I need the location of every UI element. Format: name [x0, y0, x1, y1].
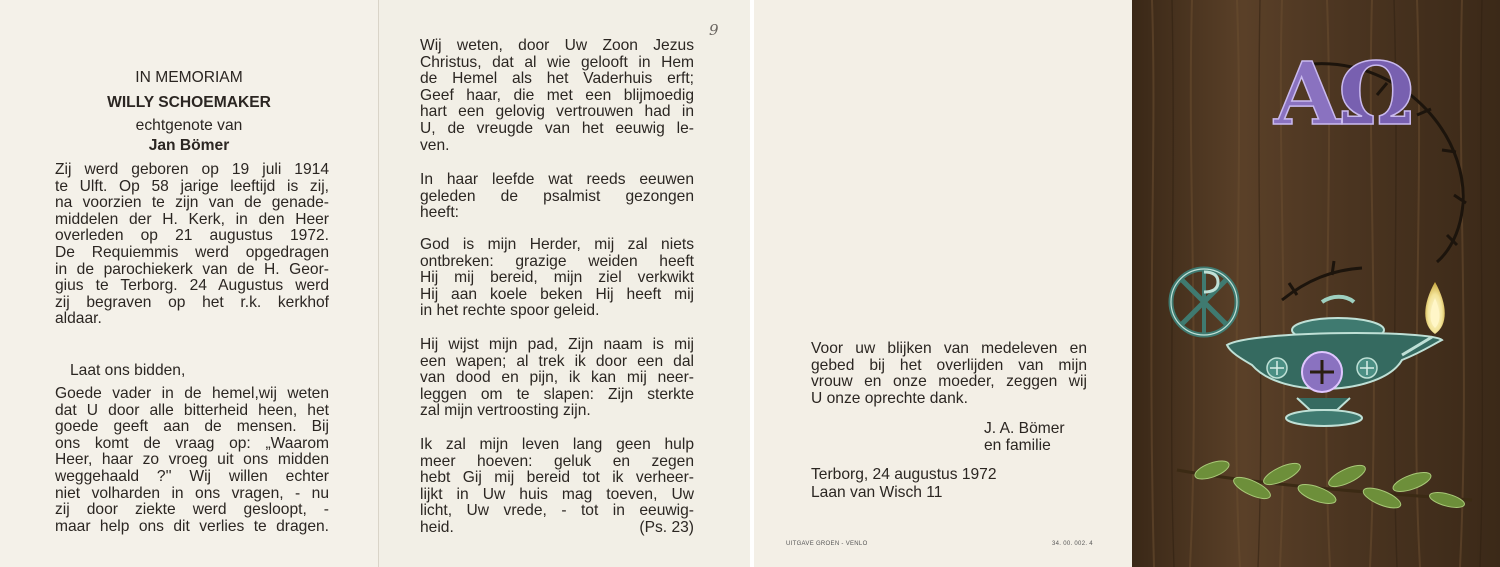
text-line: hebt Gij mij bereid tot ik verheer-	[420, 469, 694, 487]
text-line: heeft:	[420, 204, 460, 222]
bio-line: zij begraven op het r.k. kerkhof	[55, 293, 329, 311]
bio-line: De Requiemmis werd opgedragen	[55, 243, 329, 261]
thanks-line: gebed bij het overlijden van mijn	[811, 356, 1087, 374]
bio-line: overleden op 21 augustus 1972.	[55, 227, 329, 245]
thanks-line: Voor uw blijken van medeleven en	[811, 340, 1087, 357]
thanks-message	[811, 341, 1087, 407]
prayer-line: dat U door alle bitterheid heen, het	[55, 401, 329, 419]
omega-letter: Ω	[1338, 44, 1415, 145]
text-line: U, de vreugde van het eeuwig le-	[420, 119, 694, 137]
place-date: Terborg, 24 augustus 1972	[811, 466, 997, 483]
text-line: zal mijn vertroosting zijn.	[420, 402, 591, 420]
prayer-line: ons komt de vraag op: „Waarom	[55, 434, 329, 452]
psalm-reference: (Ps. 23)	[639, 518, 694, 536]
deceased-name: WILLY SCHOEMAKER	[107, 94, 271, 111]
text-line: Ik zal mijn leven lang geen hulp	[420, 436, 694, 453]
bio-line: in de parochiekerk van de H. Geor-	[55, 260, 329, 278]
paragraph-1	[420, 38, 694, 154]
text-line: leggen om te slapen: Zijn sterkte	[420, 385, 694, 403]
prayer-intro: Laat ons bidden,	[70, 362, 186, 379]
text-line: God is mijn Herder, mij zal niets	[420, 236, 694, 253]
prayer-line: Heer, haar zo vroeg uit ons midden	[55, 451, 329, 469]
bio-line: middelen der H. Kerk, in den Heer	[55, 210, 329, 228]
paragraph-5	[420, 437, 694, 537]
prayer-line: goede geeft aan de mensen. Bij	[55, 418, 329, 436]
address: Laan van Wisch 11	[811, 484, 943, 501]
text-line: hart een gelovig vertrouwen had in	[420, 103, 694, 121]
text-line: Christus, dat al wie gelooft in Hem	[420, 53, 694, 71]
last-word: heid.	[420, 518, 454, 536]
text-line: Hij mij bereid, mijn ziel verkwikt	[420, 269, 694, 287]
alpha-letter: A	[1274, 44, 1341, 145]
text-line: in het rechte spoor geleid.	[420, 302, 600, 320]
text-line: van dood en pijn, ik kan mij neer-	[420, 369, 694, 387]
bio-line: te Ulft. Op 58 jarige leeftijd is zij,	[55, 177, 329, 195]
text-line: ven.	[420, 136, 450, 154]
text-line: meer hoeven: geluk en zegen	[420, 452, 694, 470]
spouse-name: Jan Bömer	[148, 137, 230, 154]
prayer-line: niet volharden in ons vragen, - nu	[55, 484, 329, 502]
paragraph-2	[420, 172, 694, 222]
text-line: de Hemel als het Vaderhuis erft;	[420, 70, 694, 88]
prayer-line: Goede vader in de hemel,wij weten	[55, 385, 329, 402]
prayer-line: weggehaald ?'' Wij willen echter	[55, 467, 329, 485]
thank-you-page	[754, 0, 1132, 567]
bio-line: Zij werd geboren op 19 juli 1914	[55, 161, 329, 178]
handwritten-mark: 9	[709, 21, 719, 39]
prayer-line: maar help ons dit verlies te dragen.	[55, 517, 329, 535]
text-line: Geef haar, die met een blijmoedig	[420, 86, 694, 104]
heading: IN MEMORIAM	[135, 69, 243, 86]
text-line: Hij wijst mijn pad, Zijn naam is mij	[420, 336, 694, 353]
text-line: ontbreken: grazige weiden heeft	[420, 252, 694, 270]
text-line: een wapen; al trek ik door een dal	[420, 352, 694, 370]
prayer	[55, 386, 329, 535]
thanks-line: vrouw en onze moeder, zeggen wij	[811, 373, 1087, 391]
text-line: Wij weten, door Uw Zoon Jezus	[420, 37, 694, 54]
signature-name: J. A. Bömer	[984, 420, 1065, 437]
memorial-page-middle	[378, 0, 750, 567]
print-code: 34. 00. 002. 4	[1052, 541, 1093, 547]
bio-line: aldaar.	[55, 310, 102, 328]
relation: echtgenote van	[135, 117, 243, 134]
text-line: licht, Uw vrede, - tot in eeuwig-	[420, 502, 694, 520]
text-line: Hij aan koele beken Hij heeft mij	[420, 285, 694, 303]
bio-line: gius te Terborg. 24 Augustus werd	[55, 277, 329, 295]
publisher-credit: UITGAVE GROEN - VENLO	[786, 541, 868, 547]
thanks-line: U onze oprechte dank.	[811, 389, 968, 407]
signature-family: en familie	[984, 437, 1051, 454]
artwork-panel	[1132, 0, 1500, 567]
text-line: lijkt in Uw huis mag toeven, Uw	[420, 485, 694, 503]
paragraph-4	[420, 337, 694, 420]
bio-line: na voorzien te zijn van de genade-	[55, 194, 329, 212]
biography	[55, 162, 329, 328]
text-line: geleden de psalmist gezongen	[420, 187, 694, 205]
closing-line	[420, 520, 694, 537]
paragraph-3	[420, 237, 694, 320]
text-line: In haar leefde wat reeds eeuwen	[420, 171, 694, 188]
memorial-page-left	[0, 0, 378, 567]
religious-artwork	[1132, 0, 1500, 567]
prayer-line: zij door ziekte werd gesloopt, -	[55, 501, 329, 519]
